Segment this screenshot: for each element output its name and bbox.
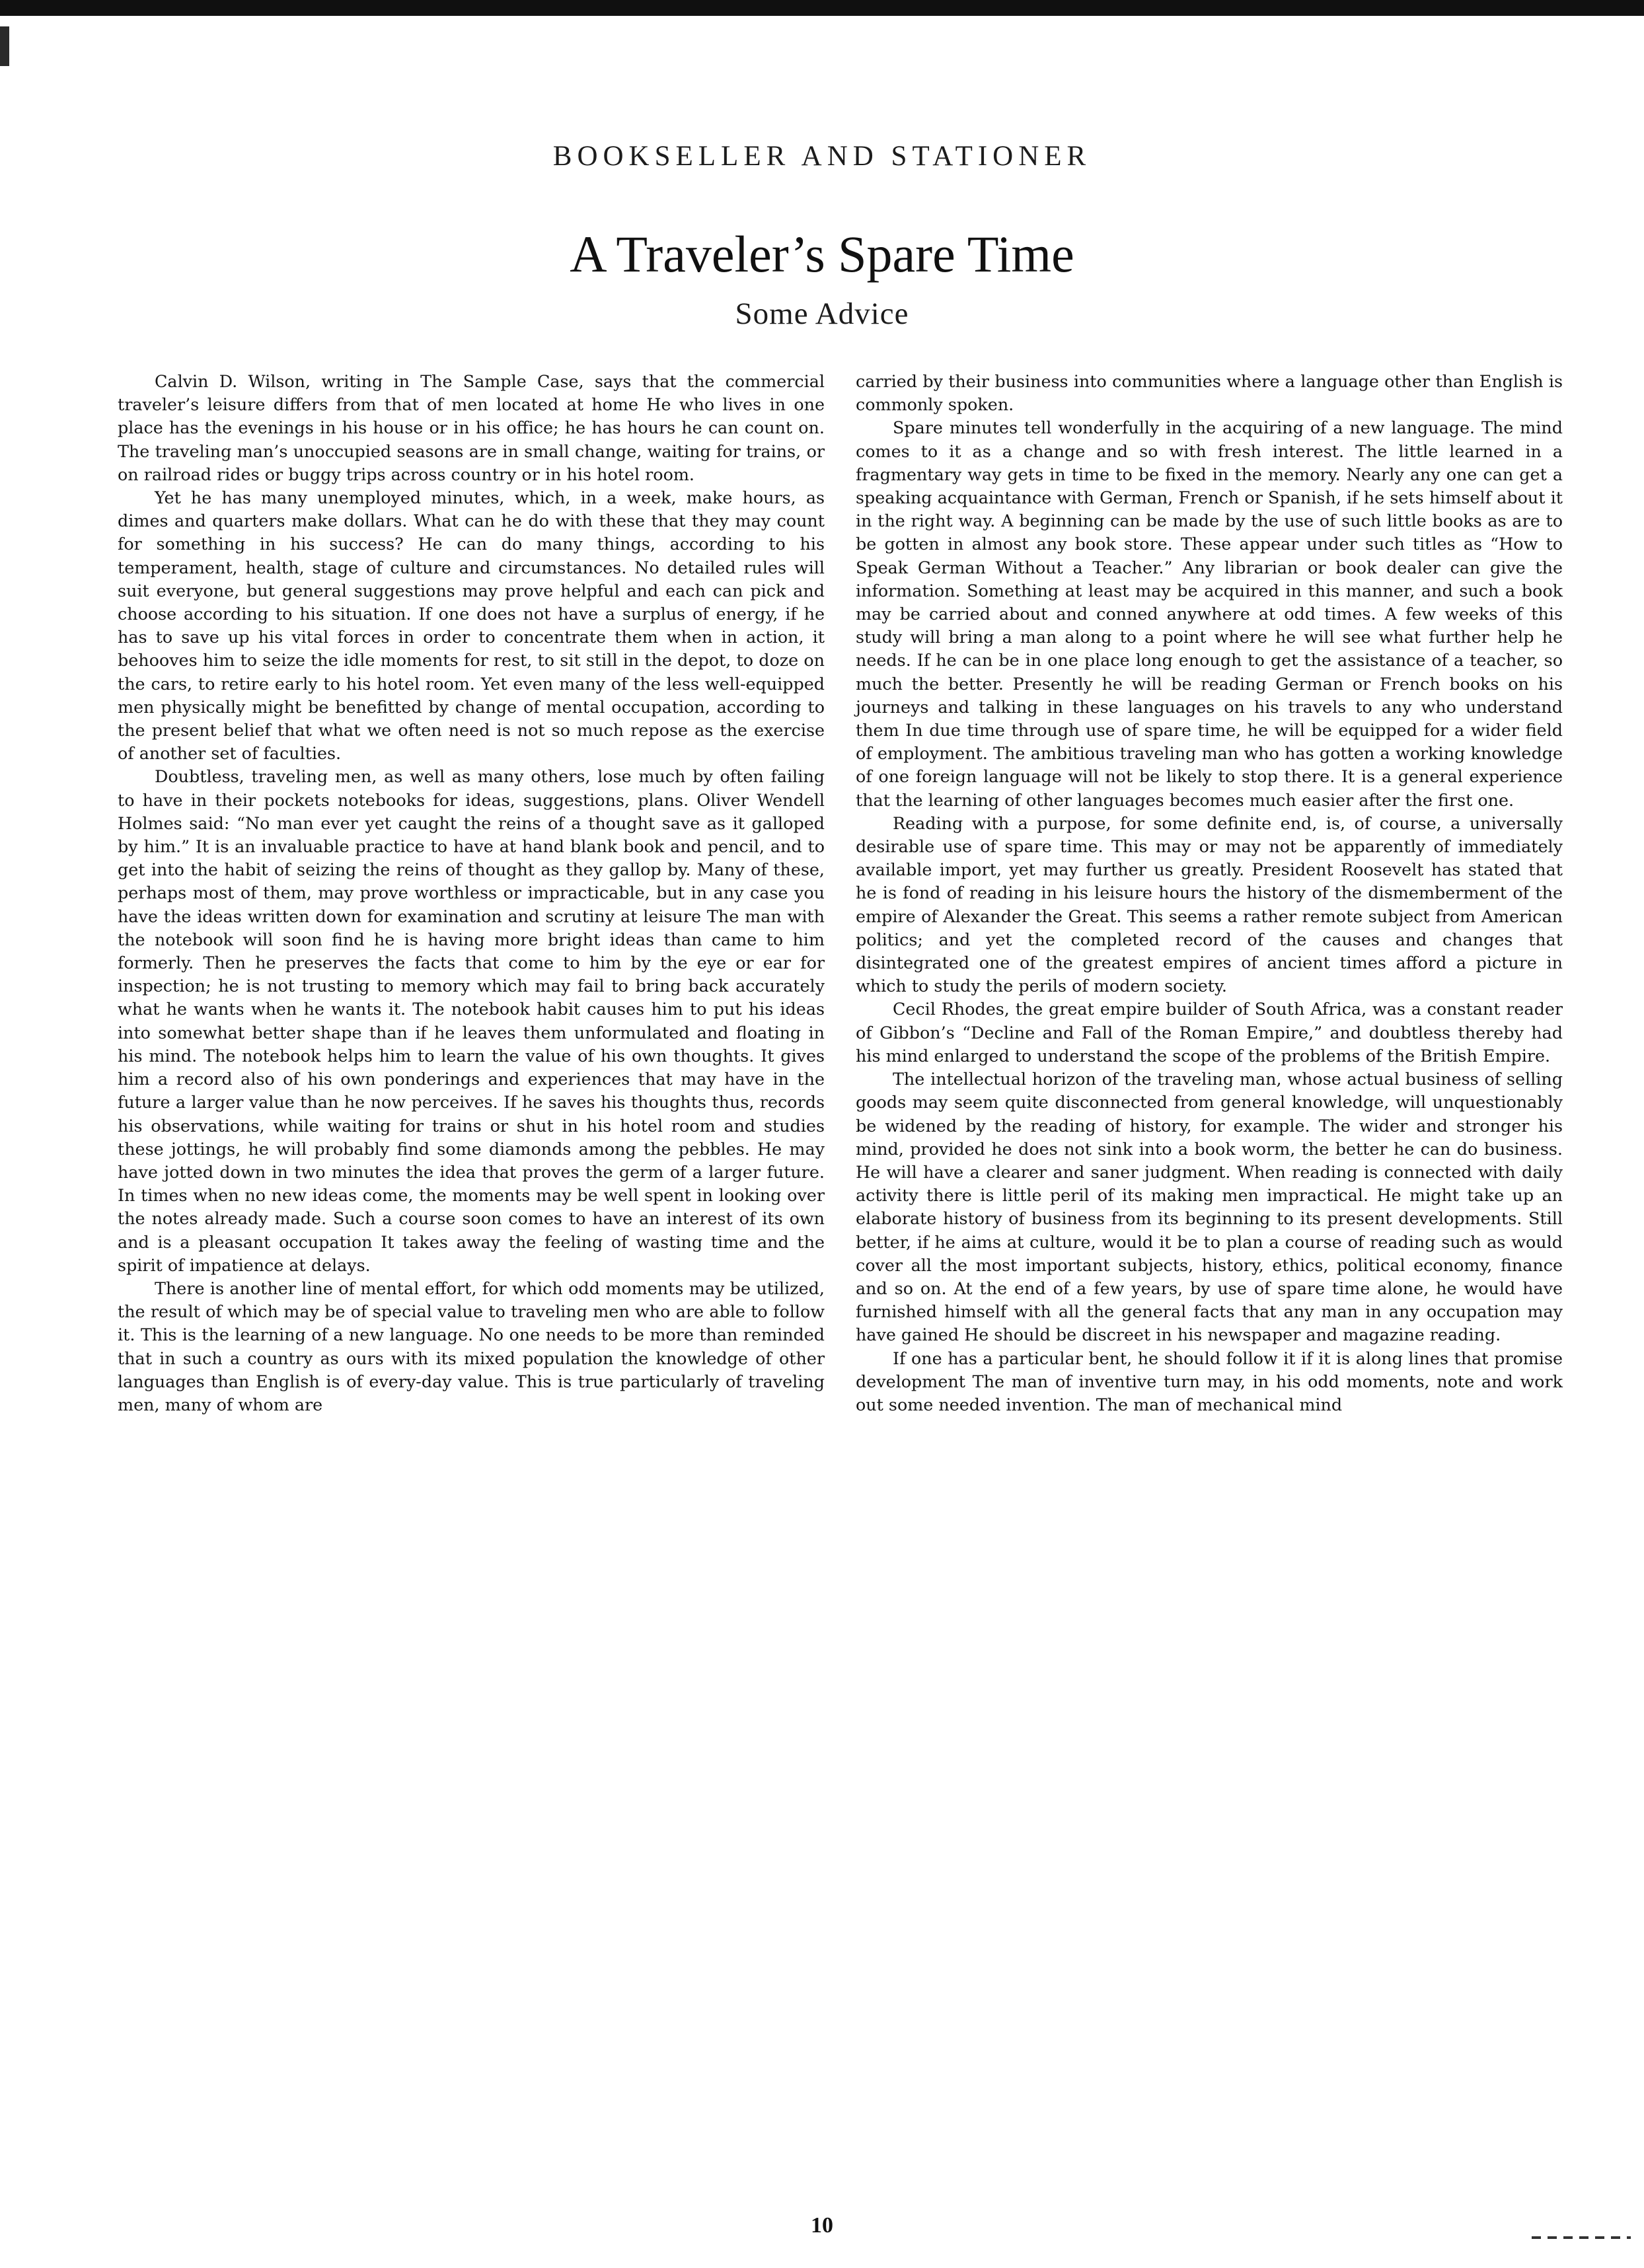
page-number: 10 xyxy=(811,2213,833,2238)
article-title: A Traveler’s Spare Time xyxy=(570,225,1074,283)
paragraph: If one has a particular bent, he should follow it if it is along lines that promise development The man of inventive turn may, in his odd moments, note and work out some needed invention. The man of mechanical mind xyxy=(856,1348,1563,1414)
right-text-column xyxy=(856,370,1563,1416)
paragraph: Yet he has many unemployed minutes, which, in a week, make hours, as dimes and quarters make dollars. What can he do with these that they may count for something in his success? He can do many things, according to his temperament, health, stage of culture and circumstances. No detailed rules will suit everyone, but general suggestions may prove helpful and each can pick and choose according to his situation. If one does not have a surplus of energy, if he has to save up his vital forces in order to concentrate them when in action, it behooves him to seize the idle moments for rest, to sit still in the depot, to doze on the cars, to retire early to his hotel room. Yet even many of the less well-equipped men physically might be benefitted by change of mental occupation, according to the present belief that what we often need is not so much repose as the exercise of another set of faculties. xyxy=(118,488,825,764)
paragraph: There is another line of mental effort, for which odd moments may be utilized, the result of which may be of special value to traveling men who are able to follow it. This is the learning of a new language. No one needs to be more than reminded that in such a country as ours with its mixed population the knowledge of other languages than English is of every-day value. This is true particularly of traveling men, many of whom are xyxy=(118,1278,825,1414)
journal-running-header: BOOKSELLER AND STATIONER xyxy=(552,141,1092,172)
paragraph-continuation: carried by their business into communities where a language other than English is commonly spoken. xyxy=(856,371,1563,415)
paragraph: The intellectual horizon of the traveling man, whose actual business of selling goods may seem quite disconnected from general knowledge, will unquestionably be widened by the reading of history, for example. The wider and stronger his mind, provided he does not sink into a book worm, the better he can do business. He will have a clearer and saner judgment. When reading is connected with daily activity there is little peril of its making men impractical. He might take up an elaborate history of business from its beginning to its present developments. Still better, if he aims at culture, would it be to plan a course of reading such as would cover all the most important subjects, history, ethics, political economy, finance and so on. At the end of a few years, by use of spare time alone, he would have furnished himself with all the general facts that any man in any occupation may have gained He should be discreet in his newspaper and magazine reading. xyxy=(856,1069,1563,1345)
left-text-column xyxy=(118,370,825,1416)
article-subtitle: Some Advice xyxy=(735,297,909,331)
top-border-rule xyxy=(0,0,1644,16)
paragraph: Cecil Rhodes, the great empire builder of South Africa, was a constant reader of Gibbon’s “Decline and Fall of the Roman Empire,” and doubtless thereby had his mind enlarged to understand the scope of the problems of the British Empire. xyxy=(856,999,1563,1066)
scan-edge-mark xyxy=(0,26,9,66)
paragraph: Reading with a purpose, for some definite end, is, of course, a universally desirable use of spare time. This may or may not be apparently of immediately available import, yet may further us greatly. President Roosevelt has stated that he is fond of reading in his leisure hours the history of the dismemberment of the empire of Alexander the Great. This seems a rather remote subject from American politics; and yet the completed record of the causes and changes that disintegrated one of the greatest empires of ancient times afford a picture in which to study the perils of modern society. xyxy=(856,813,1563,996)
paragraph: Doubtless, traveling men, as well as many others, lose much by often failing to have in their pockets notebooks for ideas, suggestions, plans. Oliver Wendell Holmes said: “No man ever yet caught the reins of a thought save as it galloped by him.” It is an invaluable practice to have at hand blank book and pencil, and to get into the habit of seizing the reins of thought as they gallop by. Many of these, perhaps most of them, may prove worthless or impracticable, but in any case you have the ideas written down for examination and scrutiny at leisure The man with the notebook will soon find he is having more bright ideas than came to him formerly. Then he preserves the facts that come to him by the eye or ear for inspection; he is not trusting to memory which may fail to bring back accurately what he wants when he wants it. The notebook habit causes him to put his ideas into somewhat better shape than if he leaves them unformulated and floating in his mind. The notebook helps him to learn the value of his own thoughts. It gives him a record also of his own ponderings and experiences that may have in the future a larger value than he now perceives. If he saves his thoughts thus, records his observations, while waiting for trains or shut in his hotel room and studies these jottings, he will probably find some diamonds among the pebbles. He may have jotted down in two minutes the idea that proves the germ of a larger future. In times when no new ideas come, the moments may be well spent in looking over the notes already made. Such a course soon comes to have an interest of its own and is a pleasant occupation It takes away the feeling of wasting time and the spirit of impatience at delays. xyxy=(118,766,825,1275)
paragraph: Spare minutes tell wonderfully in the acquiring of a new language. The mind comes to it as a change and so with fresh interest. The little learned in a fragmentary way gets in time to be fixed in the memory. Nearly any one can get a speaking acquaintance with German, French or Spanish, if he sets himself about it in the right way. A beginning can be made by the use of such little books as are to be gotten in almost any book store. These appear under such titles as “How to Speak German Without a Teacher.” Any librarian or book dealer can give the information. Something at least may be acquired in this manner, and such a book may be carried about and conned anywhere at odd times. A few weeks of this study will bring a man along to a point where he will see what further help he needs. If he can be in one place long enough to get the assistance of a teacher, so much the better. Presently he will be reading German or French books on his journeys and talking in these languages on his travels to any who understand them In due time through use of spare time, he will be equipped for a wider field of employment. The ambitious traveling man who has gotten a working knowledge of one foreign language will not be likely to stop there. It is a general experience that the learning of other languages becomes much easier after the first one. xyxy=(856,418,1563,810)
scan-edge-dashes xyxy=(1532,2236,1631,2239)
paragraph: Calvin D. Wilson, writing in The Sample Case, says that the commercial traveler’s leisure differs from that of men located at home He who lives in one place has the evenings in his house or in his office; he has hours he can count on. The traveling man’s unoccupied seasons are in small change, waiting for trains, or on railroad rides or buggy trips across country or in his hotel room. xyxy=(118,371,825,484)
